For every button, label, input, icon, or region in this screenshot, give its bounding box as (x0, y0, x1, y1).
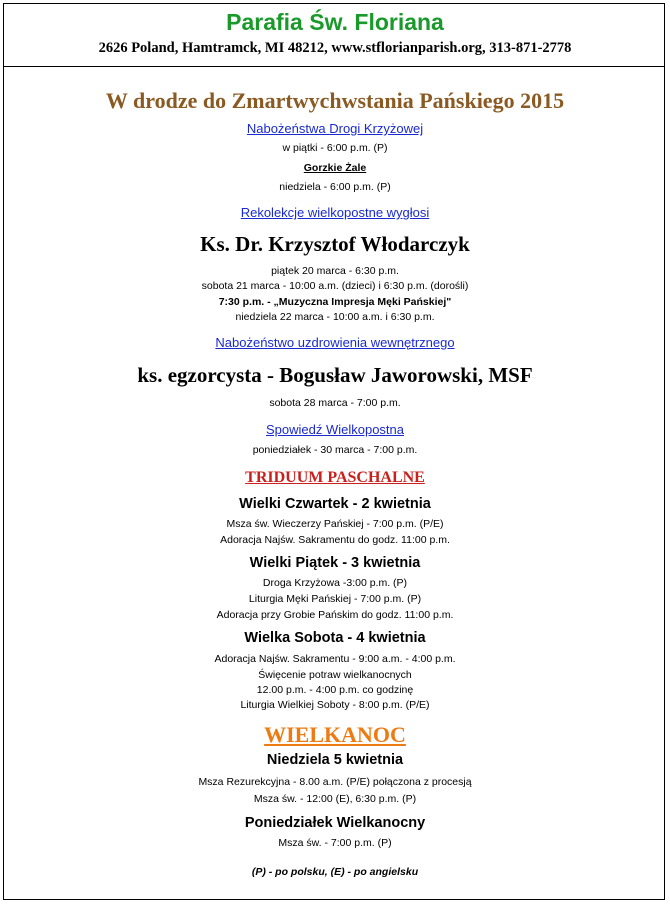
saturday-line: Liturgia Wielkiej Soboty - 8:00 p.m. (P/E) (240, 699, 430, 711)
easter-monday-line: Msza św. - 7:00 p.m. (P) (278, 837, 392, 849)
thursday-line: Msza św. Wieczerzy Pańskiej - 7:00 p.m. (P/E) (226, 518, 444, 530)
stations-time: w piątki - 6:00 p.m. (P) (282, 142, 388, 154)
retreat-heading[interactable]: Rekolekcje wielkopostne wygłosi (240, 205, 430, 220)
retreat-preacher: Ks. Dr. Krzysztof Włodarczyk (200, 232, 470, 256)
retreat-line-1: piątek 20 marca - 6:30 p.m. (271, 265, 399, 277)
saturday-title: Wielka Sobota - 4 kwietnia (244, 630, 426, 646)
easter-heading: WIELKANOC (264, 722, 406, 747)
retreat-line-3: 7:30 p.m. - „Muzyczna Impresja Męki Pańskiej" (218, 296, 452, 308)
saturday-line: Święcenie potraw wielkanocnych (258, 669, 412, 681)
parish-name: Parafia Św. Floriana (226, 9, 444, 35)
triduum-heading: TRIDUUM PASCHALNE (245, 469, 425, 486)
friday-title: Wielki Piątek - 3 kwietnia (249, 555, 421, 571)
friday-line: Liturgia Męki Pańskiej - 7:00 p.m. (P) (248, 593, 422, 605)
gorzkie-zale-heading: Gorzkie Żale (303, 162, 367, 174)
page-title: W drodze do Zmartwychwstania Pańskiego 2015 (105, 88, 565, 113)
gorzkie-zale-time: niedziela - 6:00 p.m. (P) (279, 181, 391, 193)
thursday-title: Wielki Czwartek - 2 kwietnia (239, 496, 431, 512)
retreat-line-2: sobota 21 marca - 10:00 a.m. (dzieci) i 6:30 p.m. (dorośli) (201, 280, 469, 292)
confession-time: poniedziałek - 30 marca - 7:00 p.m. (252, 444, 418, 456)
friday-line: Droga Krzyżowa -3:00 p.m. (P) (262, 577, 408, 589)
healing-minister: ks. egzorcysta - Bogusław Jaworowski, MSF (137, 363, 533, 387)
saturday-line: Adoracja Najśw. Sakramentu - 9:00 a.m. - 4:00 p.m. (214, 653, 456, 665)
language-footnote: (P) - po polsku, (E) - po angielsku (251, 866, 419, 878)
friday-line: Adoracja przy Grobie Pańskim do godz. 11:00 p.m. (216, 609, 454, 621)
thursday-line: Adoracja Najśw. Sakramentu do godz. 11:00 p.m. (220, 534, 450, 546)
parish-address: 2626 Poland, Hamtramck, MI 48212, www.stflorianparish.org, 313-871-2778 (98, 40, 572, 56)
healing-time: sobota 28 marca - 7:00 p.m. (269, 397, 401, 409)
healing-heading[interactable]: Nabożeństwo uzdrowienia wewnętrznego (215, 335, 455, 350)
header-divider (3, 66, 665, 67)
easter-sunday-line: Msza św. - 12:00 (E), 6:30 p.m. (P) (253, 793, 417, 805)
easter-monday-title: Poniedziałek Wielkanocny (244, 815, 426, 831)
stations-heading[interactable]: Nabożeństwa Drogi Krzyżowej (246, 121, 424, 136)
easter-sunday-title: Niedziela 5 kwietnia (266, 752, 404, 768)
saturday-line: 12.00 p.m. - 4:00 p.m. co godzinę (256, 684, 414, 696)
retreat-line-4: niedziela 22 marca - 10:00 a.m. i 6:30 p.m. (235, 311, 435, 323)
confession-heading[interactable]: Spowiedź Wielkopostna (265, 422, 405, 437)
easter-sunday-line: Msza Rezurekcyjna - 8.00 a.m. (P/E) połączona z procesją (198, 776, 472, 788)
